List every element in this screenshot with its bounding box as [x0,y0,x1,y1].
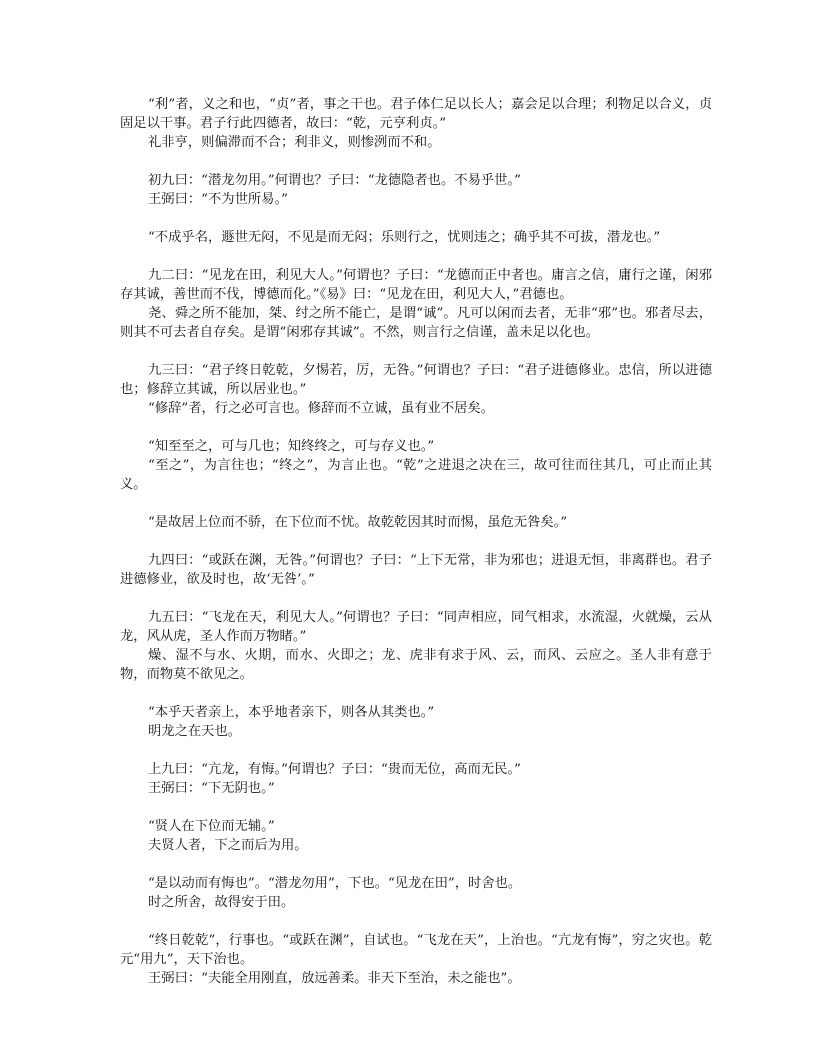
paragraph-line: “修辞”者，行之必可言也。修辞而不立诚，虽有业不居矣。 [148,401,495,416]
paragraph-block [120,266,712,342]
paragraph-line: 燥、湿不与水、火期，而水、火即之；龙、虎非有求于风、云，而风、云应之。圣人非有意于物，而物莫不欲见之。 [120,648,712,682]
paragraph-block [120,95,712,152]
paragraph-block [120,361,712,418]
paragraph-block [120,703,712,741]
paragraph-block [120,551,712,589]
paragraph-block [120,608,712,684]
paragraph-line: 王弼曰：“夫能全用刚直，放远善柔。非天下至治，未之能也”。 [148,971,521,986]
paragraph-line: “是故居上位而不骄，在下位而不忧。故乾乾因其时而惕，虽危无咎矣。” [148,515,568,530]
paragraph-line: 尧、舜之所不能加，桀、纣之所不能亡，是谓“诚”。凡可以闲而去者，无非“邪”也。邪者尽去，则其不可去者自存矣。是谓“闲邪存其诚”。不然，则言行之信谨，盖未足以化也。 [120,306,712,340]
paragraph-block [120,513,712,532]
paragraph-line: “利”者，义之和也，“贞”者，事之干也。君子体仁足以长人；嘉会足以合理；利物足以合义，贞固足以干事。君子行此四德者，故曰：“乾，元亨利贞。” [120,97,712,131]
paragraph-line: 礼非亨，则偏滞而不合；利非义，则惨洌而不和。 [148,135,441,150]
paragraph-line: “终日乾乾”，行事也。“或跃在渊”，自试也。“飞龙在天”，上治也。“亢龙有悔”，穷之灾也。乾元“用九”，天下治也。 [120,933,712,967]
paragraph-line: 时之所舍，故得安于田。 [148,895,295,910]
paragraph-block [120,760,712,798]
paragraph-block [120,437,712,494]
paragraph-line: 九二曰：“见龙在田，利见大人。”何谓也？子曰：“龙德而正中者也。庸言之信，庸行之谨，闲邪存其诚，善世而不伐，博德而化。”《易》曰：“见龙在田，利见大人，”君德也。 [120,268,712,302]
paragraph-line: “本乎天者亲上，本乎地者亲下，则各从其类也。” [148,705,435,720]
paragraph-line: 九四曰：“或跃在渊，无咎。”何谓也？子曰：“上下无常，非为邪也；进退无恒，非离群也。君子进德修业，欲及时也，故‘无咎’。” [120,553,712,587]
paragraph-line: “贤人在下位而无辅。” [148,819,275,834]
paragraph-line: 夫贤人者，下之而后为用。 [148,838,308,853]
paragraph-line: 上九曰：“亢龙，有悔。”何谓也？子曰：“贵而无位，高而无民。” [148,762,521,777]
paragraph-line: 九三曰：“君子终日乾乾，夕惕若，厉，无咎。”何谓也？子曰：“君子进德修业。忠信，所以进德也；修辞立其诚，所以居业也。” [120,363,712,397]
paragraph-line: “知至至之，可与几也；知终终之，可与存义也。” [148,439,435,454]
paragraph-line: 明龙之在天也。 [148,724,242,739]
paragraph-block [120,171,712,209]
paragraph-line: 初九曰：“潜龙勿用。”何谓也？子曰：“龙德隐者也。不易乎世。” [148,173,521,188]
paragraph-block [120,931,712,988]
paragraph-line: 王弼曰：“不为世所易。” [148,192,288,207]
paragraph-line: 王弼曰：“下无阴也。” [148,781,275,796]
paragraph-line: “是以动而有悔也”。“潜龙勿用”，下也。“见龙在田”，时舍也。 [148,876,522,891]
paragraph-block [120,874,712,912]
paragraph-line: 九五曰：“飞龙在天，利见大人。”何谓也？子曰：“同声相应，同气相求，水流湿，火就燥，云从龙，风从虎，圣人作而万物睹。” [120,610,712,644]
paragraph-block [120,228,712,247]
paragraph-block [120,817,712,855]
paragraph-line: “不成乎名，遯世无闷，不见是而无闷；乐则行之，忧则违之；确乎其不可拔，潜龙也。” [148,230,661,245]
paragraph-line: “至之”，为言往也；“终之”，为言止也。“乾”之进退之决在三，故可往而往其几，可止而止其义。 [120,458,712,492]
